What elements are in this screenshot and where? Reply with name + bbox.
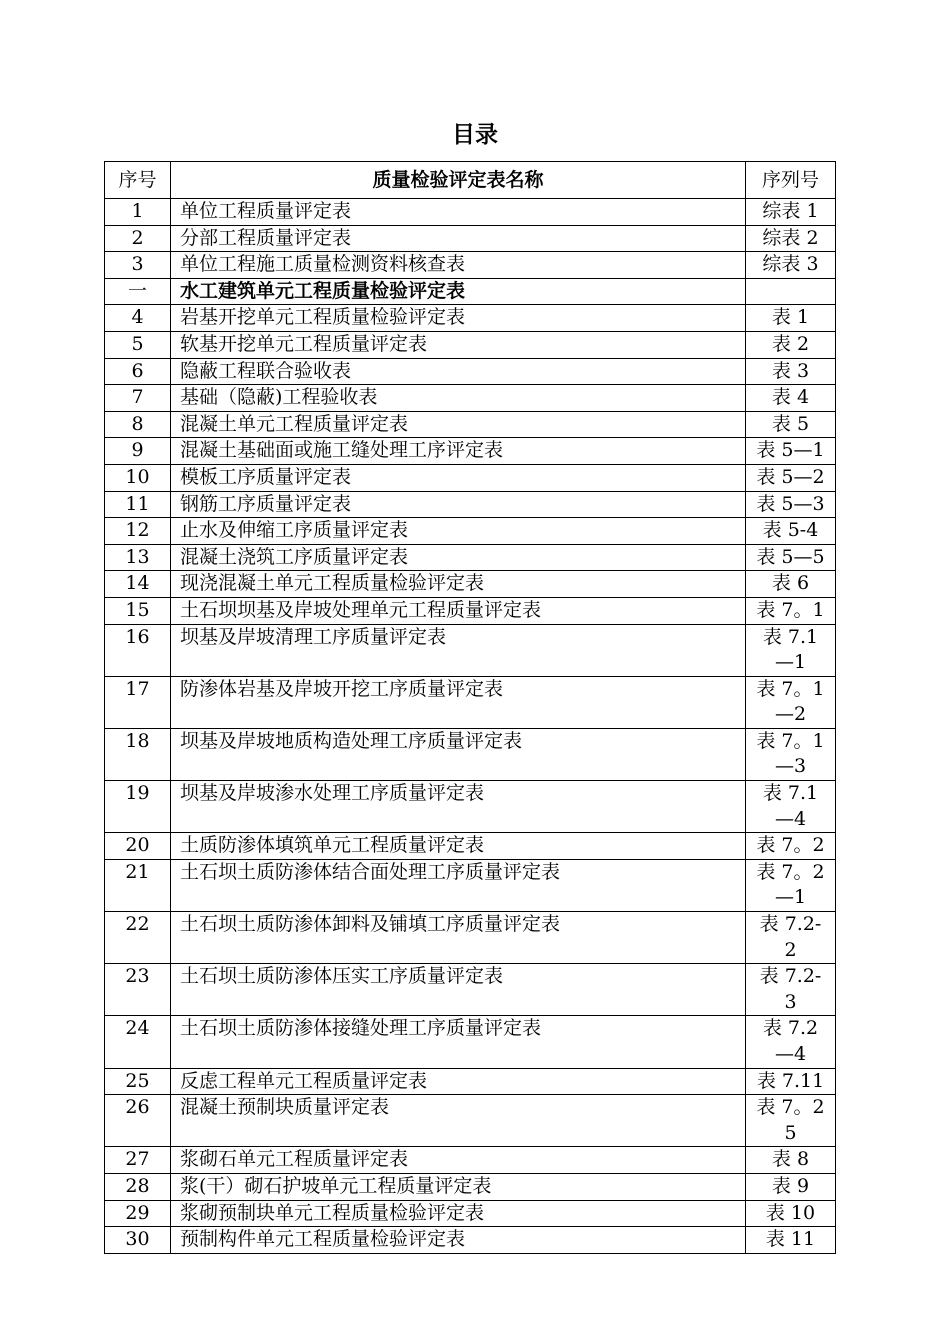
row-name: 土石坝土质防渗体卸料及铺填工序质量评定表 [171, 912, 746, 964]
table-row [105, 252, 836, 279]
row-name: 混凝土预制块质量评定表 [171, 1095, 746, 1147]
row-ref: 表 7.1 —4 [746, 781, 836, 833]
row-name: 反虑工程单元工程质量评定表 [171, 1068, 746, 1095]
row-ref: 表 3 [746, 358, 836, 385]
row-ref: 表 5—1 [746, 438, 836, 465]
row-ref: 表 7。1 —2 [746, 676, 836, 728]
page-title: 目录 [452, 122, 498, 148]
table-row [105, 411, 836, 438]
header-ref: 序列号 [746, 162, 836, 199]
row-ref: 表 7.11 [746, 1068, 836, 1095]
row-seq: 14 [105, 571, 171, 598]
row-ref: 表 5—2 [746, 464, 836, 491]
row-ref: 综表 1 [746, 199, 836, 226]
row-ref: 表 7.1 —1 [746, 624, 836, 676]
row-seq: 10 [105, 464, 171, 491]
row-name: 单位工程施工质量检测资料核查表 [171, 252, 746, 279]
table-row [105, 728, 836, 780]
row-ref: 表 7。1 [746, 597, 836, 624]
row-name: 坝基及岸坡渗水处理工序质量评定表 [171, 781, 746, 833]
table-row [105, 464, 836, 491]
row-seq: 17 [105, 676, 171, 728]
row-seq: 24 [105, 1016, 171, 1068]
row-ref: 表 5 [746, 411, 836, 438]
row-ref: 表 5—3 [746, 491, 836, 518]
row-ref: 表 6 [746, 571, 836, 598]
row-ref: 表 7.2- 2 [746, 912, 836, 964]
table-row [105, 624, 836, 676]
row-seq: 19 [105, 781, 171, 833]
table-row [105, 1068, 836, 1095]
table-row [105, 518, 836, 545]
row-seq: 13 [105, 544, 171, 571]
row-seq: 25 [105, 1068, 171, 1095]
row-name: 混凝土浇筑工序质量评定表 [171, 544, 746, 571]
row-name: 钢筋工序质量评定表 [171, 491, 746, 518]
row-seq: 8 [105, 411, 171, 438]
table-row [105, 1095, 836, 1147]
row-ref: 表 5-4 [746, 518, 836, 545]
row-seq: 30 [105, 1227, 171, 1254]
table-row [105, 912, 836, 964]
row-ref: 表 7。2 —1 [746, 859, 836, 911]
table-row [105, 225, 836, 252]
row-seq: 28 [105, 1173, 171, 1200]
table-row [105, 199, 836, 226]
table-row [105, 597, 836, 624]
table-row [105, 1016, 836, 1068]
table-row [105, 571, 836, 598]
row-ref: 综表 3 [746, 252, 836, 279]
row-ref: 表 8 [746, 1147, 836, 1174]
row-name: 隐蔽工程联合验收表 [171, 358, 746, 385]
table-row [105, 358, 836, 385]
header-seq: 序号 [105, 162, 171, 199]
row-name: 止水及伸缩工序质量评定表 [171, 518, 746, 545]
row-name: 防渗体岩基及岸坡开挖工序质量评定表 [171, 676, 746, 728]
row-name: 单位工程质量评定表 [171, 199, 746, 226]
row-seq: 29 [105, 1200, 171, 1227]
row-ref [746, 278, 836, 305]
row-ref: 表 10 [746, 1200, 836, 1227]
row-seq: 18 [105, 728, 171, 780]
row-ref: 表 2 [746, 331, 836, 358]
table-row [105, 305, 836, 332]
row-seq: 12 [105, 518, 171, 545]
table-row [105, 1227, 836, 1254]
row-seq: 20 [105, 833, 171, 860]
row-name: 模板工序质量评定表 [171, 464, 746, 491]
row-ref: 表 7。2 [746, 833, 836, 860]
row-seq: 6 [105, 358, 171, 385]
row-name: 土石坝土质防渗体接缝处理工序质量评定表 [171, 1016, 746, 1068]
row-seq: 22 [105, 912, 171, 964]
table-row [105, 676, 836, 728]
row-name: 水工建筑单元工程质量检验评定表 [171, 278, 746, 305]
row-seq: 15 [105, 597, 171, 624]
row-ref: 表 7。1 —3 [746, 728, 836, 780]
row-ref: 表 7。25 [746, 1095, 836, 1147]
row-name: 土质防渗体填筑单元工程质量评定表 [171, 833, 746, 860]
row-name: 软基开挖单元工程质量评定表 [171, 331, 746, 358]
table-row [105, 544, 836, 571]
row-ref: 表 1 [746, 305, 836, 332]
row-name: 土石坝土质防渗体结合面处理工序质量评定表 [171, 859, 746, 911]
row-name: 岩基开挖单元工程质量检验评定表 [171, 305, 746, 332]
row-name: 浆砌预制块单元工程质量检验评定表 [171, 1200, 746, 1227]
table-row [105, 964, 836, 1016]
row-ref: 表 7.2 —4 [746, 1016, 836, 1068]
row-seq: 9 [105, 438, 171, 465]
row-seq: 23 [105, 964, 171, 1016]
table-row [105, 491, 836, 518]
table-header-row [105, 162, 836, 199]
row-name: 土石坝坝基及岸坡处理单元工程质量评定表 [171, 597, 746, 624]
table-row [105, 1147, 836, 1174]
row-name: 混凝土基础面或施工缝处理工序评定表 [171, 438, 746, 465]
table-row [105, 833, 836, 860]
row-name: 坝基及岸坡地质构造处理工序质量评定表 [171, 728, 746, 780]
row-seq: 3 [105, 252, 171, 279]
table-row [105, 438, 836, 465]
table-row [105, 1173, 836, 1200]
table-row [105, 385, 836, 412]
row-ref: 表 7.2- 3 [746, 964, 836, 1016]
row-name: 土石坝土质防渗体压实工序质量评定表 [171, 964, 746, 1016]
catalog-table [104, 161, 836, 1254]
row-ref: 表 11 [746, 1227, 836, 1254]
row-seq: 21 [105, 859, 171, 911]
row-name: 浆砌石单元工程质量评定表 [171, 1147, 746, 1174]
row-seq: 11 [105, 491, 171, 518]
row-name: 预制构件单元工程质量检验评定表 [171, 1227, 746, 1254]
row-ref: 表 5—5 [746, 544, 836, 571]
row-ref: 综表 2 [746, 225, 836, 252]
row-name: 分部工程质量评定表 [171, 225, 746, 252]
row-seq: 2 [105, 225, 171, 252]
row-ref: 表 4 [746, 385, 836, 412]
row-seq: 27 [105, 1147, 171, 1174]
row-seq: 16 [105, 624, 171, 676]
row-seq: 一 [105, 278, 171, 305]
header-name: 质量检验评定表名称 [171, 162, 746, 199]
row-name: 现浇混凝土单元工程质量检验评定表 [171, 571, 746, 598]
row-seq: 26 [105, 1095, 171, 1147]
row-name: 混凝土单元工程质量评定表 [171, 411, 746, 438]
table-body [105, 199, 836, 1254]
row-name: 坝基及岸坡清理工序质量评定表 [171, 624, 746, 676]
row-name: 基础（隐蔽)工程验收表 [171, 385, 746, 412]
row-name: 浆(干）砌石护坡单元工程质量评定表 [171, 1173, 746, 1200]
table-row [105, 781, 836, 833]
row-seq: 7 [105, 385, 171, 412]
table-row [105, 859, 836, 911]
row-seq: 5 [105, 331, 171, 358]
row-seq: 4 [105, 305, 171, 332]
row-seq: 1 [105, 199, 171, 226]
table-row [105, 331, 836, 358]
section-row [105, 278, 836, 305]
row-ref: 表 9 [746, 1173, 836, 1200]
table-row [105, 1200, 836, 1227]
